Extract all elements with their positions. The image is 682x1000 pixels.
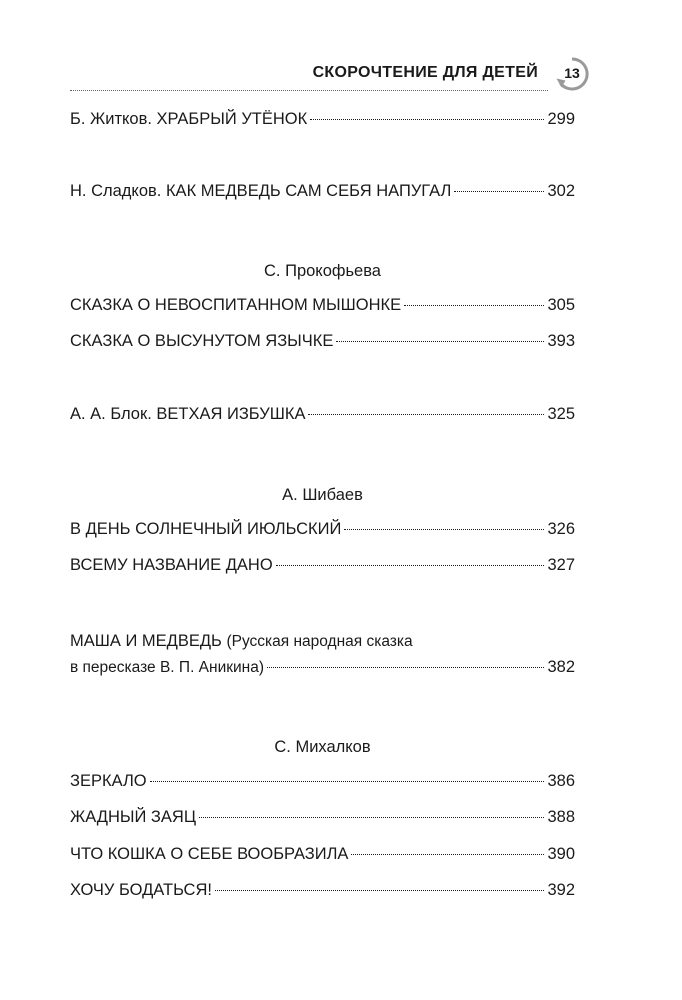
toc-entry-page: 386	[547, 772, 575, 790]
author-heading: А. Шибаев	[282, 486, 363, 504]
toc-entry-page: 388	[547, 808, 575, 826]
toc-entry	[70, 658, 575, 682]
toc-entry-page: 390	[547, 845, 575, 863]
toc-entry	[70, 556, 575, 580]
toc-entry-title: В ДЕНЬ СОЛНЕЧНЫЙ ИЮЛЬСКИЙ	[70, 520, 342, 538]
toc-entry-note: (Русская народная сказка	[226, 633, 413, 650]
dot-leader	[336, 341, 544, 342]
toc-entry-page: 325	[547, 405, 575, 423]
toc-entry-title: СКАЗКА О НЕВОСПИТАННОМ МЫШОНКЕ	[70, 296, 402, 314]
toc-entry-page: 393	[547, 332, 575, 350]
toc-entry	[70, 110, 575, 134]
page-number: 13	[564, 65, 580, 81]
header-dotted-rule	[70, 90, 548, 91]
toc-entry-page: 299	[547, 110, 575, 128]
toc-entry-page: 382	[547, 658, 575, 676]
toc-entry	[70, 405, 575, 429]
toc-entry-page: 392	[547, 881, 575, 899]
toc-entry	[70, 772, 575, 796]
toc-entry	[70, 520, 575, 544]
toc-entry-page: 327	[547, 556, 575, 574]
toc-entry	[70, 881, 575, 905]
toc-entry-page: 326	[547, 520, 575, 538]
author-heading: С. Михалков	[274, 738, 371, 756]
dot-leader	[150, 781, 545, 782]
dot-leader	[308, 414, 544, 415]
dot-leader	[404, 305, 544, 306]
toc-entry-title: ЗЕРКАЛО	[70, 772, 147, 790]
toc-entry	[70, 808, 575, 832]
toc-entry-title: Б. Житков. ХРАБРЫЙ УТЁНОК	[70, 110, 308, 128]
dot-leader	[199, 817, 544, 818]
toc-entry-title: МАША И МЕДВЕДЬ	[70, 632, 222, 650]
dot-leader	[351, 854, 544, 855]
dot-leader	[310, 119, 544, 120]
toc-entry-title: А. А. Блок. ВЕТХАЯ ИЗБУШКА	[70, 405, 306, 423]
toc-entry-title: СКАЗКА О ВЫСУНУТОМ ЯЗЫЧКЕ	[70, 332, 334, 350]
dot-leader	[344, 529, 544, 530]
toc-entry-title: ЖАДНЫЙ ЗАЯЦ	[70, 808, 197, 826]
dot-leader	[454, 191, 544, 192]
page-number-badge	[554, 56, 590, 92]
toc-entry-title: ЧТО КОШКА О СЕБЕ ВООБРАЗИЛА	[70, 845, 349, 863]
toc-entry-page: 302	[547, 182, 575, 200]
toc-entry-page: 305	[547, 296, 575, 314]
running-title: СКОРОЧТЕНИЕ ДЛЯ ДЕТЕЙ	[312, 64, 538, 81]
toc-entry-title: ВСЕМУ НАЗВАНИЕ ДАНО	[70, 556, 273, 574]
toc-entry	[70, 332, 575, 356]
page-header	[70, 56, 590, 92]
toc-entry	[70, 296, 575, 320]
toc-entry-note: в пересказе В. П. Аникина)	[70, 659, 265, 676]
toc-entry	[70, 182, 575, 206]
toc-entry-first-line	[70, 632, 575, 651]
toc-entry-title: Н. Сладков. КАК МЕДВЕДЬ САМ СЕБЯ НАПУГАЛ	[70, 182, 452, 200]
author-heading: С. Прокофьева	[264, 262, 381, 280]
dot-leader	[267, 667, 544, 668]
toc-entry-title: ХОЧУ БОДАТЬСЯ!	[70, 881, 212, 899]
dot-leader	[215, 890, 545, 891]
toc-entry	[70, 845, 575, 869]
dot-leader	[276, 565, 545, 566]
